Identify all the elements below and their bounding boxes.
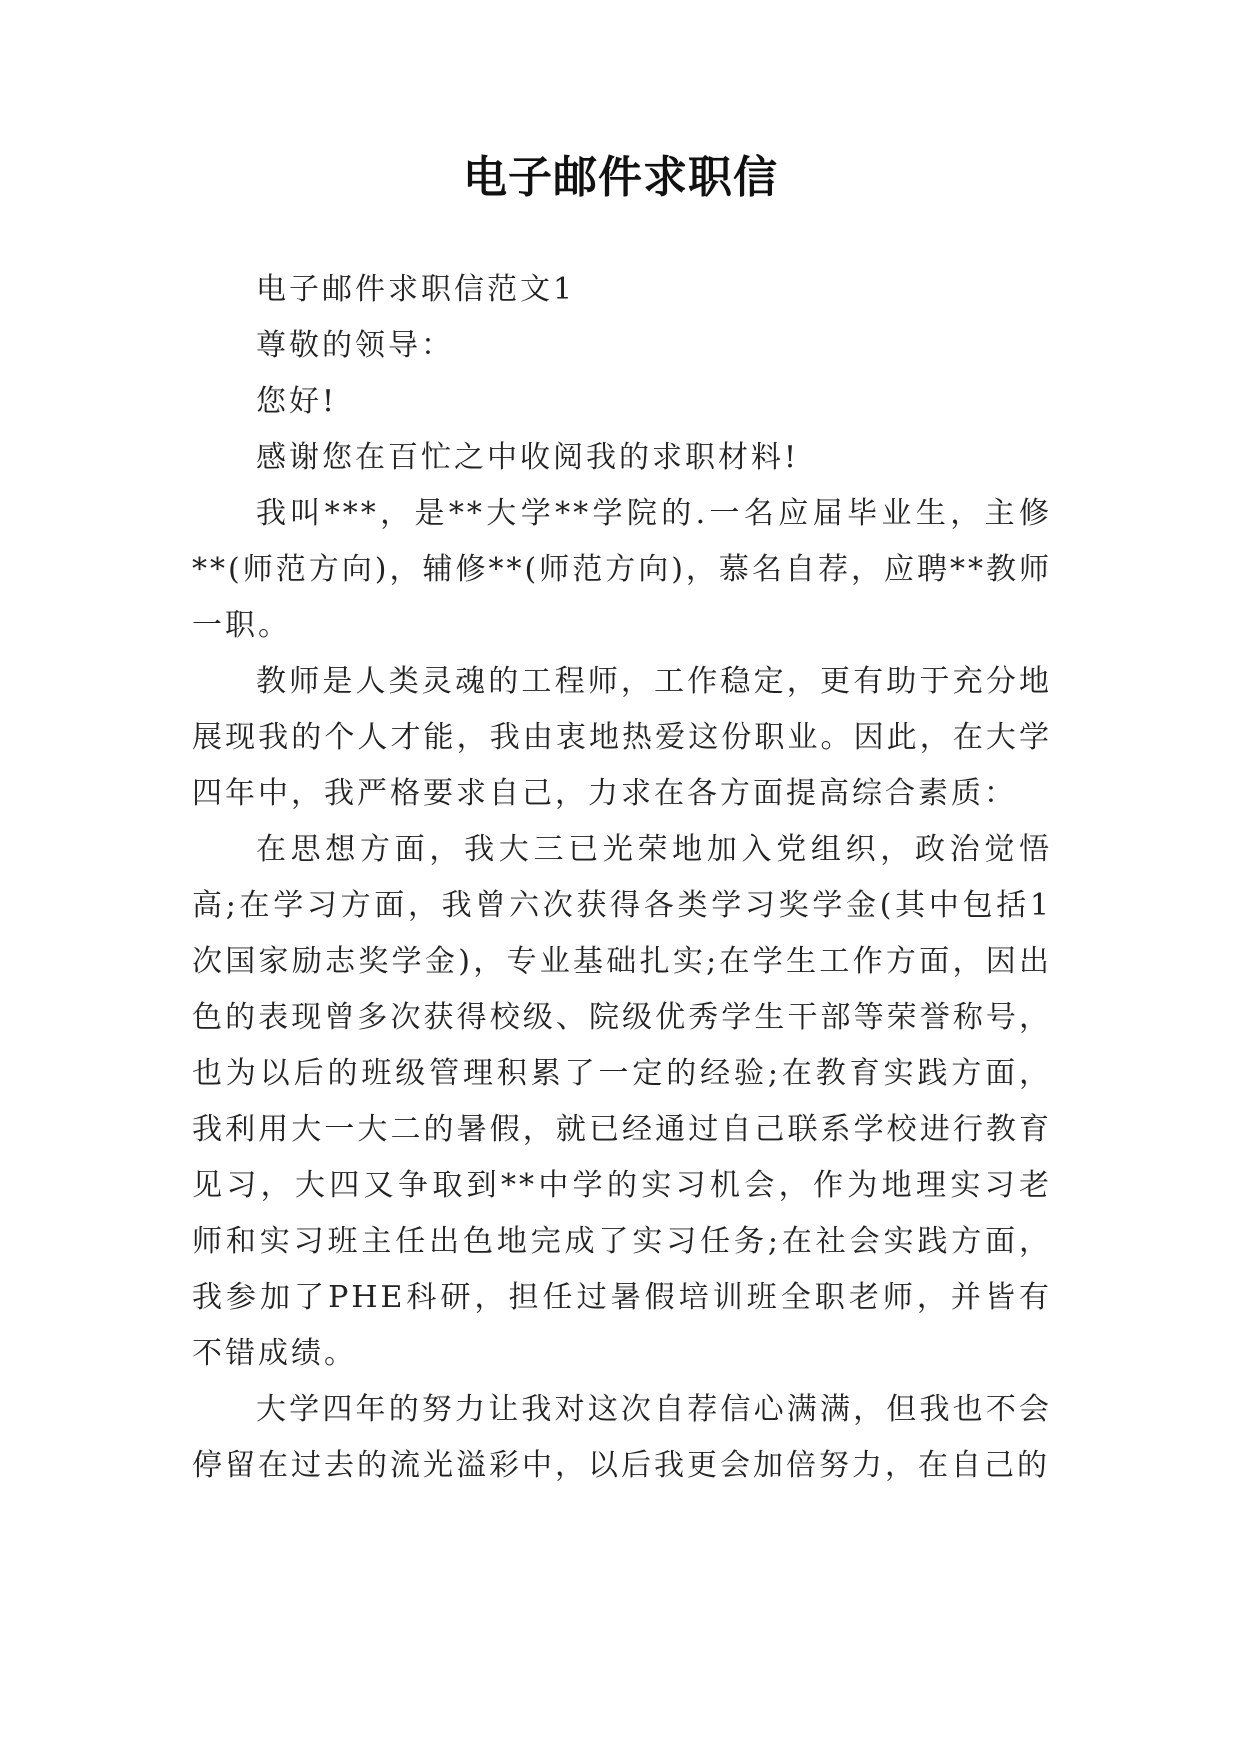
document-body [192,262,1052,1494]
paragraph-salutation: 尊敬的领导： [256,328,454,363]
paragraph-heading: 电子邮件求职信范文1 [256,272,576,307]
paragraph-achievements: 在思想方面，我大三已光荣地加入党组织，政治觉悟高;在学习方面，我曾六次获得各类学习奖学金(其中包括1次国家励志奖学金)，专业基础扎实;在学生工作方面，因出色的表现曾多次获得校级、院级优秀学生干部等荣誉称号，也为以后的班级管理积累了一定的经验;在教育实践方面，我利用大一大二的暑假，就已经通过自己联系学校进行教育见习，大四又争取到**中学的实习机会，作为地理实习老师和实习班主任出色地完成了实习任务;在社会实践方面，我参加了PHE科研，担任过暑假培训班全职老师，并皆有不错成绩。 [192,832,1052,1371]
paragraph-thanks: 感谢您在百忙之中收阅我的求职材料! [256,440,800,475]
document-title: 电子邮件求职信 [463,152,778,203]
paragraph-closing: 大学四年的努力让我对这次自荐信心满满，但我也不会停留在过去的流光溢彩中，以后我更会加倍努力，在自己的 [192,1392,1052,1483]
paragraph-motivation: 教师是人类灵魂的工程师，工作稳定，更有助于充分地展现我的个人才能，我由衷地热爱这份职业。因此，在大学四年中，我严格要求自己，力求在各方面提高综合素质： [192,664,1052,811]
paragraph-introduction: 我叫***，是**大学**学院的.一名应届毕业生，主修**(师范方向)，辅修**(师范方向)，慕名自荐，应聘**教师一职。 [192,496,1052,643]
paragraph-greeting: 您好! [256,384,338,419]
